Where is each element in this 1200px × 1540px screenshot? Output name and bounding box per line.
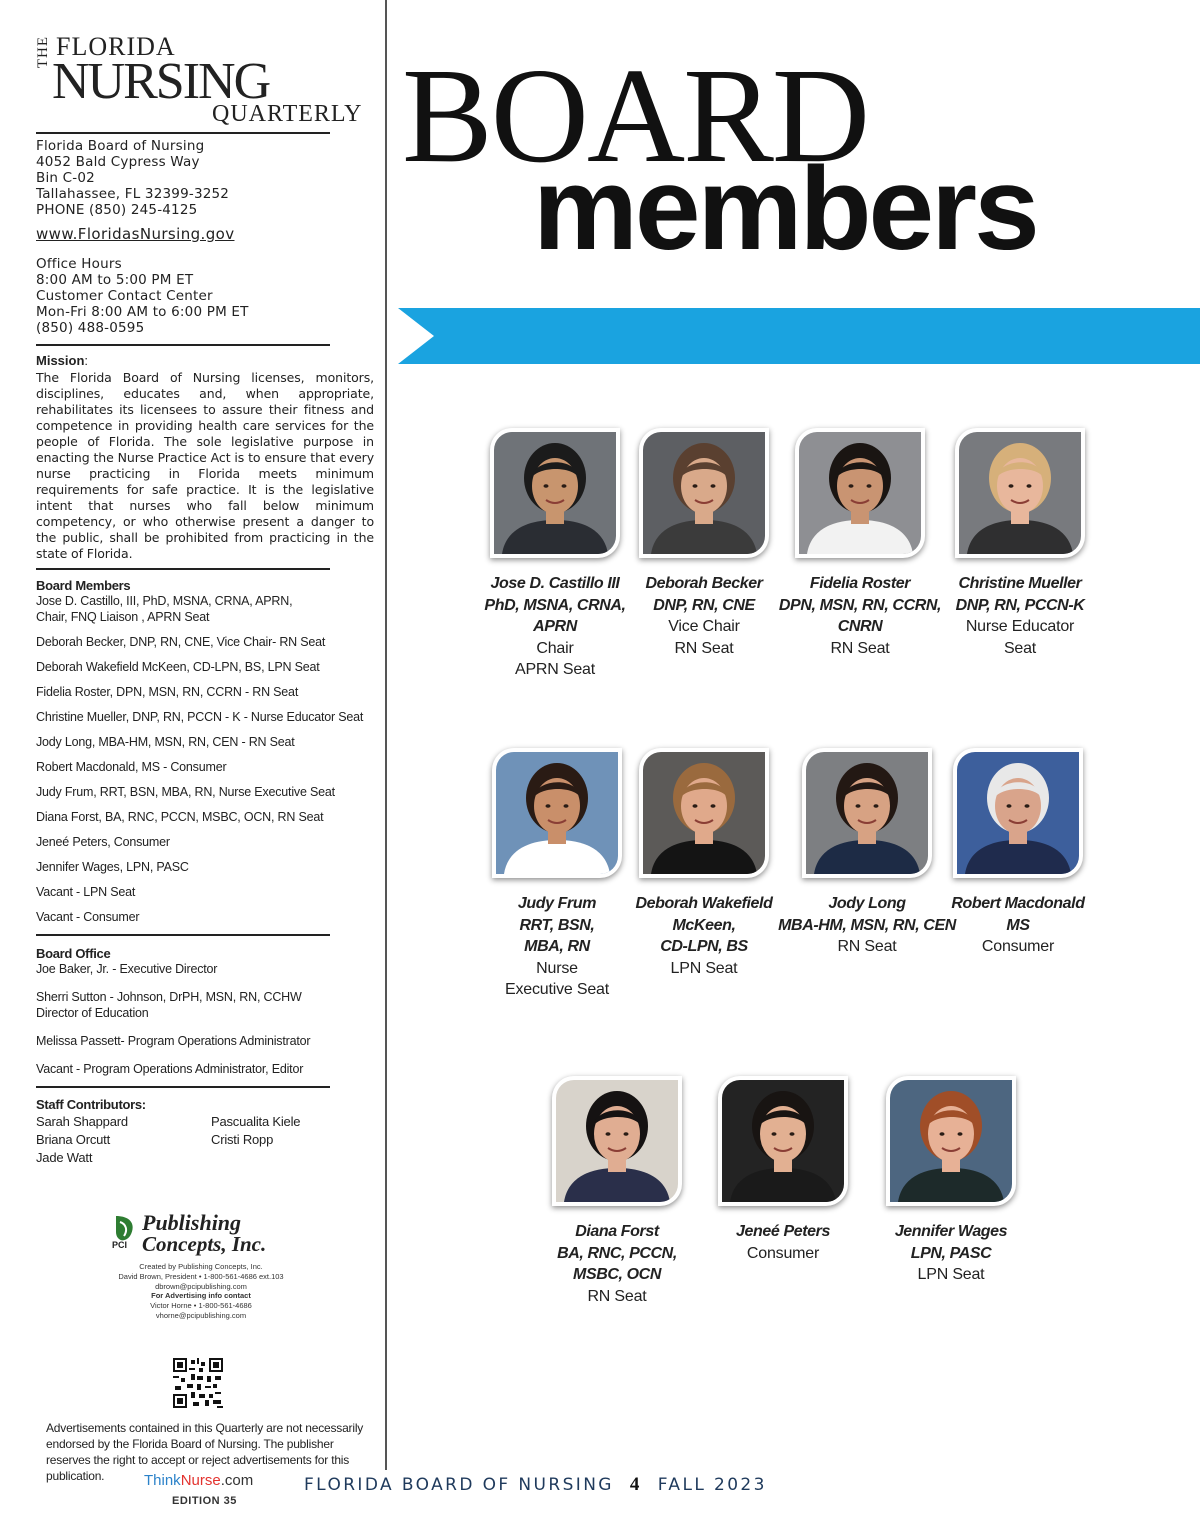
mission-title: Mission [36, 353, 85, 368]
member-seat: RN Seat [674, 639, 734, 657]
member-photo [806, 752, 928, 874]
portrait-icon [959, 432, 1081, 554]
list-item: Deborah Becker, DNP, RN, CNE, Vice Chair- RN Seat [36, 635, 326, 649]
member-seat: Consumer [746, 1244, 820, 1262]
member-role: Nurse Educator [965, 618, 1075, 635]
member-text [918, 893, 1118, 958]
list-item: Diana Forst, BA, RNC, PCCN, MSBC, OCN, RN Seat [36, 810, 324, 824]
list-item: Joe Baker, Jr. - Executive Director [36, 962, 218, 976]
qr-code-icon[interactable] [173, 1358, 223, 1408]
member-photo [959, 432, 1081, 554]
member-credentials: MSBC, OCN [573, 1266, 661, 1283]
member-name: Deborah Becker [645, 575, 763, 592]
edition-label: EDITION 35 [172, 1495, 237, 1507]
portrait-icon [799, 432, 921, 554]
member-name: Robert Macdonald [951, 895, 1085, 912]
member-seat: RN Seat [587, 1287, 647, 1305]
member-name: Jennifer Wages [894, 1223, 1008, 1240]
member-name: Jose D. Castillo III [490, 575, 620, 592]
credit-line: Victor Horne • 1-800-561-4686 [150, 1301, 252, 1311]
list-item: Deborah Wakefield McKeen, CD-LPN, BS, LPN Seat [36, 660, 320, 674]
list-item: Director of Education [36, 1006, 149, 1020]
member-role: Nurse [536, 959, 578, 977]
portrait-icon [643, 432, 765, 554]
member-credentials: MBA-HM, MSN, RN, CEN [778, 916, 956, 934]
list-item: Vacant - Consumer [36, 910, 140, 924]
member-name: Fidelia Roster [809, 575, 911, 592]
member-seat: Executive Seat [505, 981, 609, 998]
portrait-icon [556, 1080, 678, 1202]
publisher-credits [86, 1262, 316, 1321]
member-credentials: CNRN [837, 618, 883, 635]
rule [36, 934, 330, 936]
list-item: Melissa Passett- Program Operations Administrator [36, 1034, 311, 1048]
member-seat: Seat [1003, 639, 1037, 657]
member-photo [556, 1080, 678, 1202]
credit-line: David Brown, President • 1-800-561-4686 ext.103 [118, 1271, 284, 1281]
contact-city: Tallahassee, FL 32399-3252 [36, 186, 230, 202]
office-hours-time: 8:00 AM to 5:00 PM ET [36, 272, 194, 288]
contact-bin: Bin C-02 [36, 170, 95, 186]
rule [36, 344, 330, 346]
member-photo-frame [955, 428, 1085, 558]
staff-block [36, 1097, 376, 1165]
member-credentials: APRN [533, 618, 577, 635]
member-photo [957, 752, 1079, 874]
staff-name [211, 1150, 351, 1165]
list-item: Judy Frum, RRT, BSN, MBA, RN, Nurse Executive Seat [36, 785, 335, 799]
list-item: Jennifer Wages, LPN, PASC [36, 860, 189, 874]
website-link[interactable]: www.FloridasNursing.gov [36, 225, 235, 243]
portrait-icon [890, 1080, 1012, 1202]
member-credentials: McKeen, [672, 916, 736, 934]
contact-block [36, 138, 376, 242]
member-photo-frame [953, 748, 1083, 878]
member-credentials: DPN, MSN, RN, CCRN, [778, 596, 942, 614]
credit-line: vhorne@pcipublishing.com [155, 1310, 247, 1320]
contact-center-phone: (850) 488-0595 [36, 320, 145, 336]
contact-center-time: Mon-Fri 8:00 AM to 6:00 PM ET [36, 304, 249, 320]
member-credentials: MBA, RN [524, 938, 590, 955]
member-credentials: LPN, PASC [910, 1244, 992, 1262]
footer-issue: FALL 2023 [657, 1475, 767, 1495]
member-photo-frame [639, 748, 769, 878]
page-footer [304, 1474, 767, 1496]
list-item: Jeneé Peters, Consumer [36, 835, 170, 849]
portrait-icon [957, 752, 1079, 874]
member-photo [496, 752, 618, 874]
mission-colon: : [84, 353, 89, 368]
list-item: Robert Macdonald, MS - Consumer [36, 760, 227, 774]
portrait-icon [806, 752, 928, 874]
list-item: Vacant - Program Operations Administrator, Editor [36, 1062, 304, 1076]
member-text [920, 573, 1120, 659]
member-photo-frame [639, 428, 769, 558]
member-name: Deborah Wakefield [635, 895, 773, 912]
member-credentials: RRT, BSN, [519, 916, 595, 934]
member-photo [494, 432, 616, 554]
member-seat: APRN Seat [514, 661, 595, 678]
member-seat: Consumer [981, 938, 1055, 955]
masthead-florida: FLORIDA [56, 32, 176, 61]
masthead-the: THE [35, 36, 51, 69]
list-item: Jody Long, MBA-HM, MSN, RN, CEN - RN Seat [36, 735, 295, 749]
member-credentials: BA, RNC, PCCN, [557, 1244, 677, 1262]
portrait-icon [722, 1080, 844, 1202]
contact-phone: PHONE (850) 245-4125 [36, 202, 198, 218]
member-seat: LPN Seat [670, 959, 738, 977]
publisher-logo [112, 1210, 312, 1258]
member-role: Vice Chair [668, 618, 740, 635]
thinknurse-nurse: Nurse [180, 1472, 221, 1489]
contact-street: 4052 Bald Cypress Way [36, 154, 200, 170]
member-text [851, 1221, 1051, 1286]
member-name: Jeneé Peters [736, 1223, 830, 1240]
member-photo [722, 1080, 844, 1202]
staff-name: Cristi Ropp [211, 1132, 274, 1147]
member-seat: RN Seat [830, 639, 890, 657]
member-card [851, 1076, 1051, 1286]
contact-org: Florida Board of Nursing [36, 138, 205, 154]
list-item: Chair, FNQ Liaison , APRN Seat [36, 610, 210, 624]
column-divider [385, 0, 387, 1470]
board-office-title: Board Office [36, 946, 111, 961]
list-item: Fidelia Roster, DPN, MSN, RN, CCRN - RN Seat [36, 685, 299, 699]
ad-disclaimer: Advertisements contained in this Quarterly are not necessarily endorsed by the Florida Board of Nursing. The publisher reserves the right to accept or reject advertisements for this publication. [46, 1421, 364, 1483]
footer-publication: FLORIDA BOARD OF NURSING [304, 1475, 614, 1495]
member-photo-frame [492, 748, 622, 878]
masthead-nursing: NURSING [52, 53, 270, 110]
member-card [918, 748, 1118, 958]
credit-line: dbrown@pcipublishing.com [155, 1281, 247, 1291]
staff-name: Briana Orcutt [36, 1132, 110, 1147]
office-hours-label: Office Hours [36, 256, 122, 272]
list-item: Vacant - LPN Seat [36, 885, 136, 899]
staff-grid [36, 1114, 376, 1165]
member-seat: LPN Seat [917, 1266, 985, 1283]
thinknurse-think: Think [144, 1472, 181, 1489]
board-office-block [36, 946, 376, 1077]
member-photo-frame [490, 428, 620, 558]
list-item: Jose D. Castillo, III, PhD, MSNA, CRNA, APRN, [36, 594, 293, 608]
rule [36, 132, 330, 134]
staff-title: Staff Contributors: [36, 1097, 146, 1112]
mission-block [36, 352, 376, 562]
member-credentials: CD-LPN, BS [660, 938, 748, 955]
title-banner [398, 308, 1200, 364]
board-members-list [36, 578, 376, 925]
masthead-quarterly: QUARTERLY [212, 101, 363, 127]
page-number: 4 [629, 1474, 642, 1495]
board-members-title: Board Members [36, 578, 131, 593]
page-title-board: BOARD [402, 41, 869, 191]
portrait-icon [496, 752, 618, 874]
portrait-icon [643, 752, 765, 874]
staff-name: Jade Watt [36, 1150, 93, 1165]
list-item: Christine Mueller, DNP, RN, PCCN - K - Nurse Educator Seat [36, 710, 364, 724]
member-credentials: MS [1006, 916, 1030, 934]
hours-block [36, 256, 376, 336]
contact-center-label: Customer Contact Center [36, 288, 213, 304]
member-credentials: DNP, RN, PCCN-K [955, 596, 1085, 614]
member-card [920, 428, 1120, 659]
member-name: Diana Forst [575, 1223, 659, 1240]
portrait-icon [494, 432, 616, 554]
page-title-members: members [533, 143, 1037, 275]
thinknurse-com: .com [220, 1472, 254, 1489]
staff-name: Sarah Shappard [36, 1114, 128, 1129]
masthead-logo [35, 30, 363, 130]
member-photo-frame [718, 1076, 848, 1206]
member-photo [643, 432, 765, 554]
member-photo-frame [802, 748, 932, 878]
publisher-name-line2: Concepts, Inc. [142, 1232, 267, 1256]
sidebar [35, 30, 376, 1507]
member-photo-frame [552, 1076, 682, 1206]
member-photo [890, 1080, 1012, 1202]
publisher-name-line1: Publishing [142, 1210, 242, 1235]
thinknurse-link[interactable] [144, 1472, 253, 1489]
member-role: Chair [536, 639, 574, 657]
member-credentials: PhD, MSNA, CRNA, [484, 596, 626, 614]
member-name: Christine Mueller [958, 575, 1082, 592]
member-seat: RN Seat [837, 938, 897, 955]
list-item: Sherri Sutton - Johnson, DrPH, MSN, RN, CCHW [36, 990, 302, 1004]
rule [36, 1086, 330, 1088]
member-name: Jody Long [828, 895, 906, 912]
credit-line: Created by Publishing Concepts, Inc. [139, 1262, 263, 1271]
member-photo-frame [795, 428, 925, 558]
member-photo [643, 752, 765, 874]
credit-line: For Advertising info contact [151, 1291, 251, 1301]
rule [36, 568, 330, 570]
mission-text: The Florida Board of Nursing licenses, monitors, disciplines, educates and, when appropriate, rehabilitates its licensees to assure their fitness and competence in providing health care services for the people of Florida. The sole legislative purpose in enacting the Nurse Practice Act is to ensure that every nurse practicing in Florida meets minimum requirements for safe practice. It is the legislative intent that nurses who fall below minimum competency, or who otherwise present a danger to the public, shall be prohibited from practicing in the state of Florida. [36, 370, 374, 561]
member-photo [799, 432, 921, 554]
member-photo-frame [886, 1076, 1016, 1206]
member-credentials: DNP, RN, CNE [653, 596, 755, 614]
member-name: Judy Frum [517, 895, 597, 912]
staff-name: Pascualita Kiele [211, 1114, 301, 1129]
pci-abbr: PCI [112, 1240, 128, 1250]
